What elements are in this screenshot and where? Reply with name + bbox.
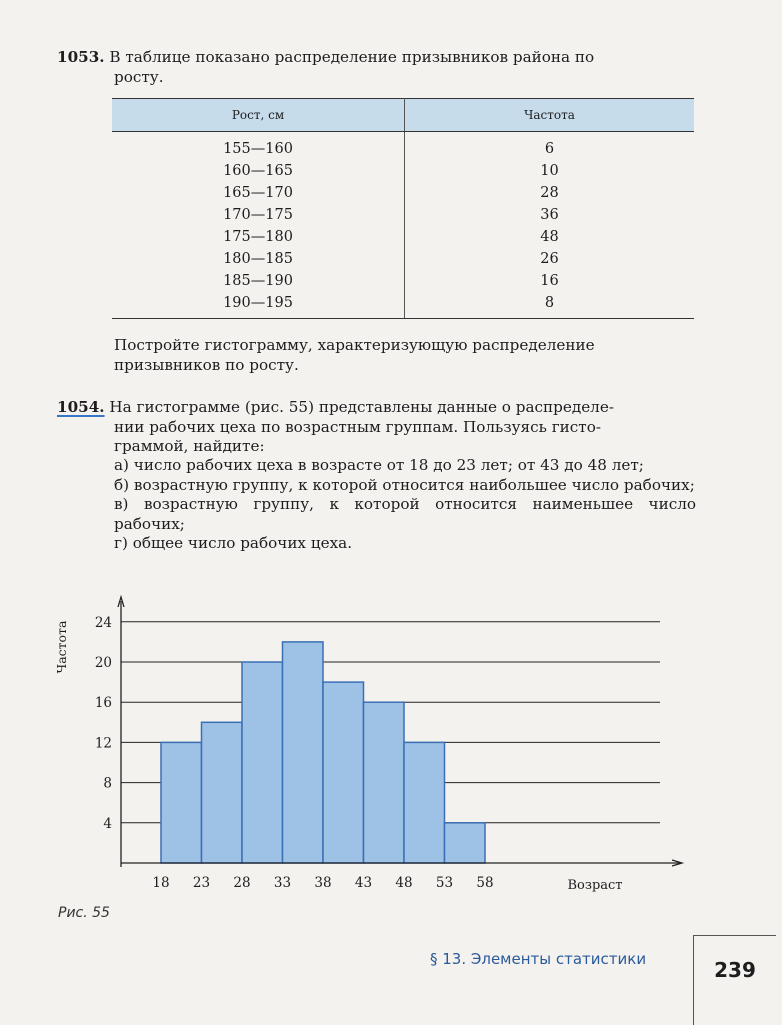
y-tick-label: 12 bbox=[94, 735, 112, 752]
problem-1054-intro-line2: нии рабочих цеха по возрастным группам. Пользуясь гисто- bbox=[114, 417, 601, 436]
figure-caption: Рис. 55 bbox=[58, 905, 110, 921]
list-item: г) общее число рабочих цеха. bbox=[114, 534, 353, 552]
table-row bbox=[112, 132, 694, 161]
problem-1054-intro bbox=[57, 398, 697, 457]
y-tick-label: 20 bbox=[94, 655, 112, 671]
histogram-bar bbox=[445, 823, 486, 863]
x-tick-label: 58 bbox=[476, 875, 494, 891]
problem-1054-items bbox=[114, 456, 696, 554]
problem-1054-intro-line3: граммой, найдите: bbox=[114, 437, 265, 455]
problem-1053-text bbox=[57, 48, 697, 87]
list-item: в) возрастную группу, к которой относится наименьшее число рабочих; bbox=[114, 495, 696, 533]
table-row bbox=[112, 160, 694, 182]
list-item: б) возрастную группу, к которой относится наибольшее число рабочих; bbox=[114, 475, 695, 494]
table-cell-frequency: 28 bbox=[540, 185, 559, 201]
problem-1053-line2: росту. bbox=[114, 67, 164, 86]
problem-1054-intro-line1: На гистограмме (рис. 55) представлены данные о распределе- bbox=[104, 398, 614, 416]
table-cell-height: 160—165 bbox=[112, 160, 405, 182]
x-tick-label: 18 bbox=[152, 875, 170, 891]
table-cell-height: 175—180 bbox=[112, 226, 405, 248]
histogram-bar bbox=[202, 722, 243, 863]
table-cell-height: 180—185 bbox=[112, 248, 405, 270]
table-row bbox=[112, 270, 694, 292]
table-cell-frequency: 8 bbox=[405, 292, 695, 319]
table-header-height: Рост, см bbox=[112, 99, 405, 132]
histogram-bar bbox=[242, 662, 283, 863]
y-tick-label: 16 bbox=[94, 695, 112, 712]
table-row bbox=[112, 292, 694, 319]
x-tick-label: 48 bbox=[395, 875, 413, 891]
table-cell-frequency: 6 bbox=[544, 141, 555, 157]
table-row bbox=[112, 226, 694, 248]
table-cell-frequency: 16 bbox=[540, 273, 559, 289]
height-frequency-table bbox=[112, 98, 694, 319]
section-title: § 13. Элементы статистики bbox=[430, 950, 647, 968]
table-row bbox=[112, 204, 694, 226]
y-tick-label: 24 bbox=[94, 614, 112, 631]
problem-1053-task-line1: Постройте гистограмму, характеризующую распределение bbox=[114, 336, 595, 354]
x-tick-label: 33 bbox=[273, 875, 292, 891]
table-cell-height: 170—175 bbox=[112, 204, 405, 226]
x-axis-label: Возраст bbox=[567, 878, 623, 893]
y-tick-label: 4 bbox=[103, 815, 112, 832]
table-header-row bbox=[112, 99, 694, 132]
y-axis-label: Частота bbox=[54, 620, 69, 674]
x-tick-label: 23 bbox=[192, 875, 211, 891]
table-cell-frequency: 26 bbox=[540, 251, 559, 267]
problem-1053-line1: В таблице показано распределение призывников района по bbox=[104, 48, 595, 66]
table-cell-height: 165—170 bbox=[112, 182, 405, 204]
histogram-bar bbox=[323, 682, 364, 863]
table-cell-height: 185—190 bbox=[112, 270, 405, 292]
age-histogram bbox=[40, 595, 700, 895]
table-row bbox=[112, 182, 694, 204]
table-cell-height: 190—195 bbox=[112, 292, 405, 319]
list-item: а) число рабочих цеха в возрасте от 18 до 23 лет; от 43 до 48 лет; bbox=[114, 456, 644, 474]
table-cell-height: 155—160 bbox=[112, 132, 405, 161]
table-cell-frequency: 10 bbox=[540, 163, 559, 179]
histogram-bar bbox=[364, 702, 405, 863]
problem-1053-task bbox=[114, 336, 694, 375]
x-tick-label: 53 bbox=[435, 875, 454, 891]
table-header-frequency: Частота bbox=[405, 99, 695, 132]
x-tick-label: 43 bbox=[354, 875, 373, 891]
histogram-bar bbox=[283, 642, 324, 863]
page-number: 239 bbox=[714, 958, 756, 982]
histogram-bar bbox=[404, 742, 445, 863]
table-cell-frequency: 36 bbox=[540, 207, 559, 223]
table-cell-frequency: 48 bbox=[540, 229, 559, 245]
problem-1054-number: 1054. bbox=[57, 398, 105, 416]
x-tick-label: 28 bbox=[233, 875, 251, 891]
problem-1053-task-line2: призывников по росту. bbox=[114, 355, 299, 374]
x-tick-label: 38 bbox=[314, 875, 332, 891]
histogram-bar bbox=[161, 742, 202, 863]
page-number-box bbox=[693, 935, 776, 1025]
y-tick-label: 8 bbox=[103, 775, 112, 792]
table-row bbox=[112, 248, 694, 270]
problem-1053-number: 1053. bbox=[57, 48, 105, 66]
